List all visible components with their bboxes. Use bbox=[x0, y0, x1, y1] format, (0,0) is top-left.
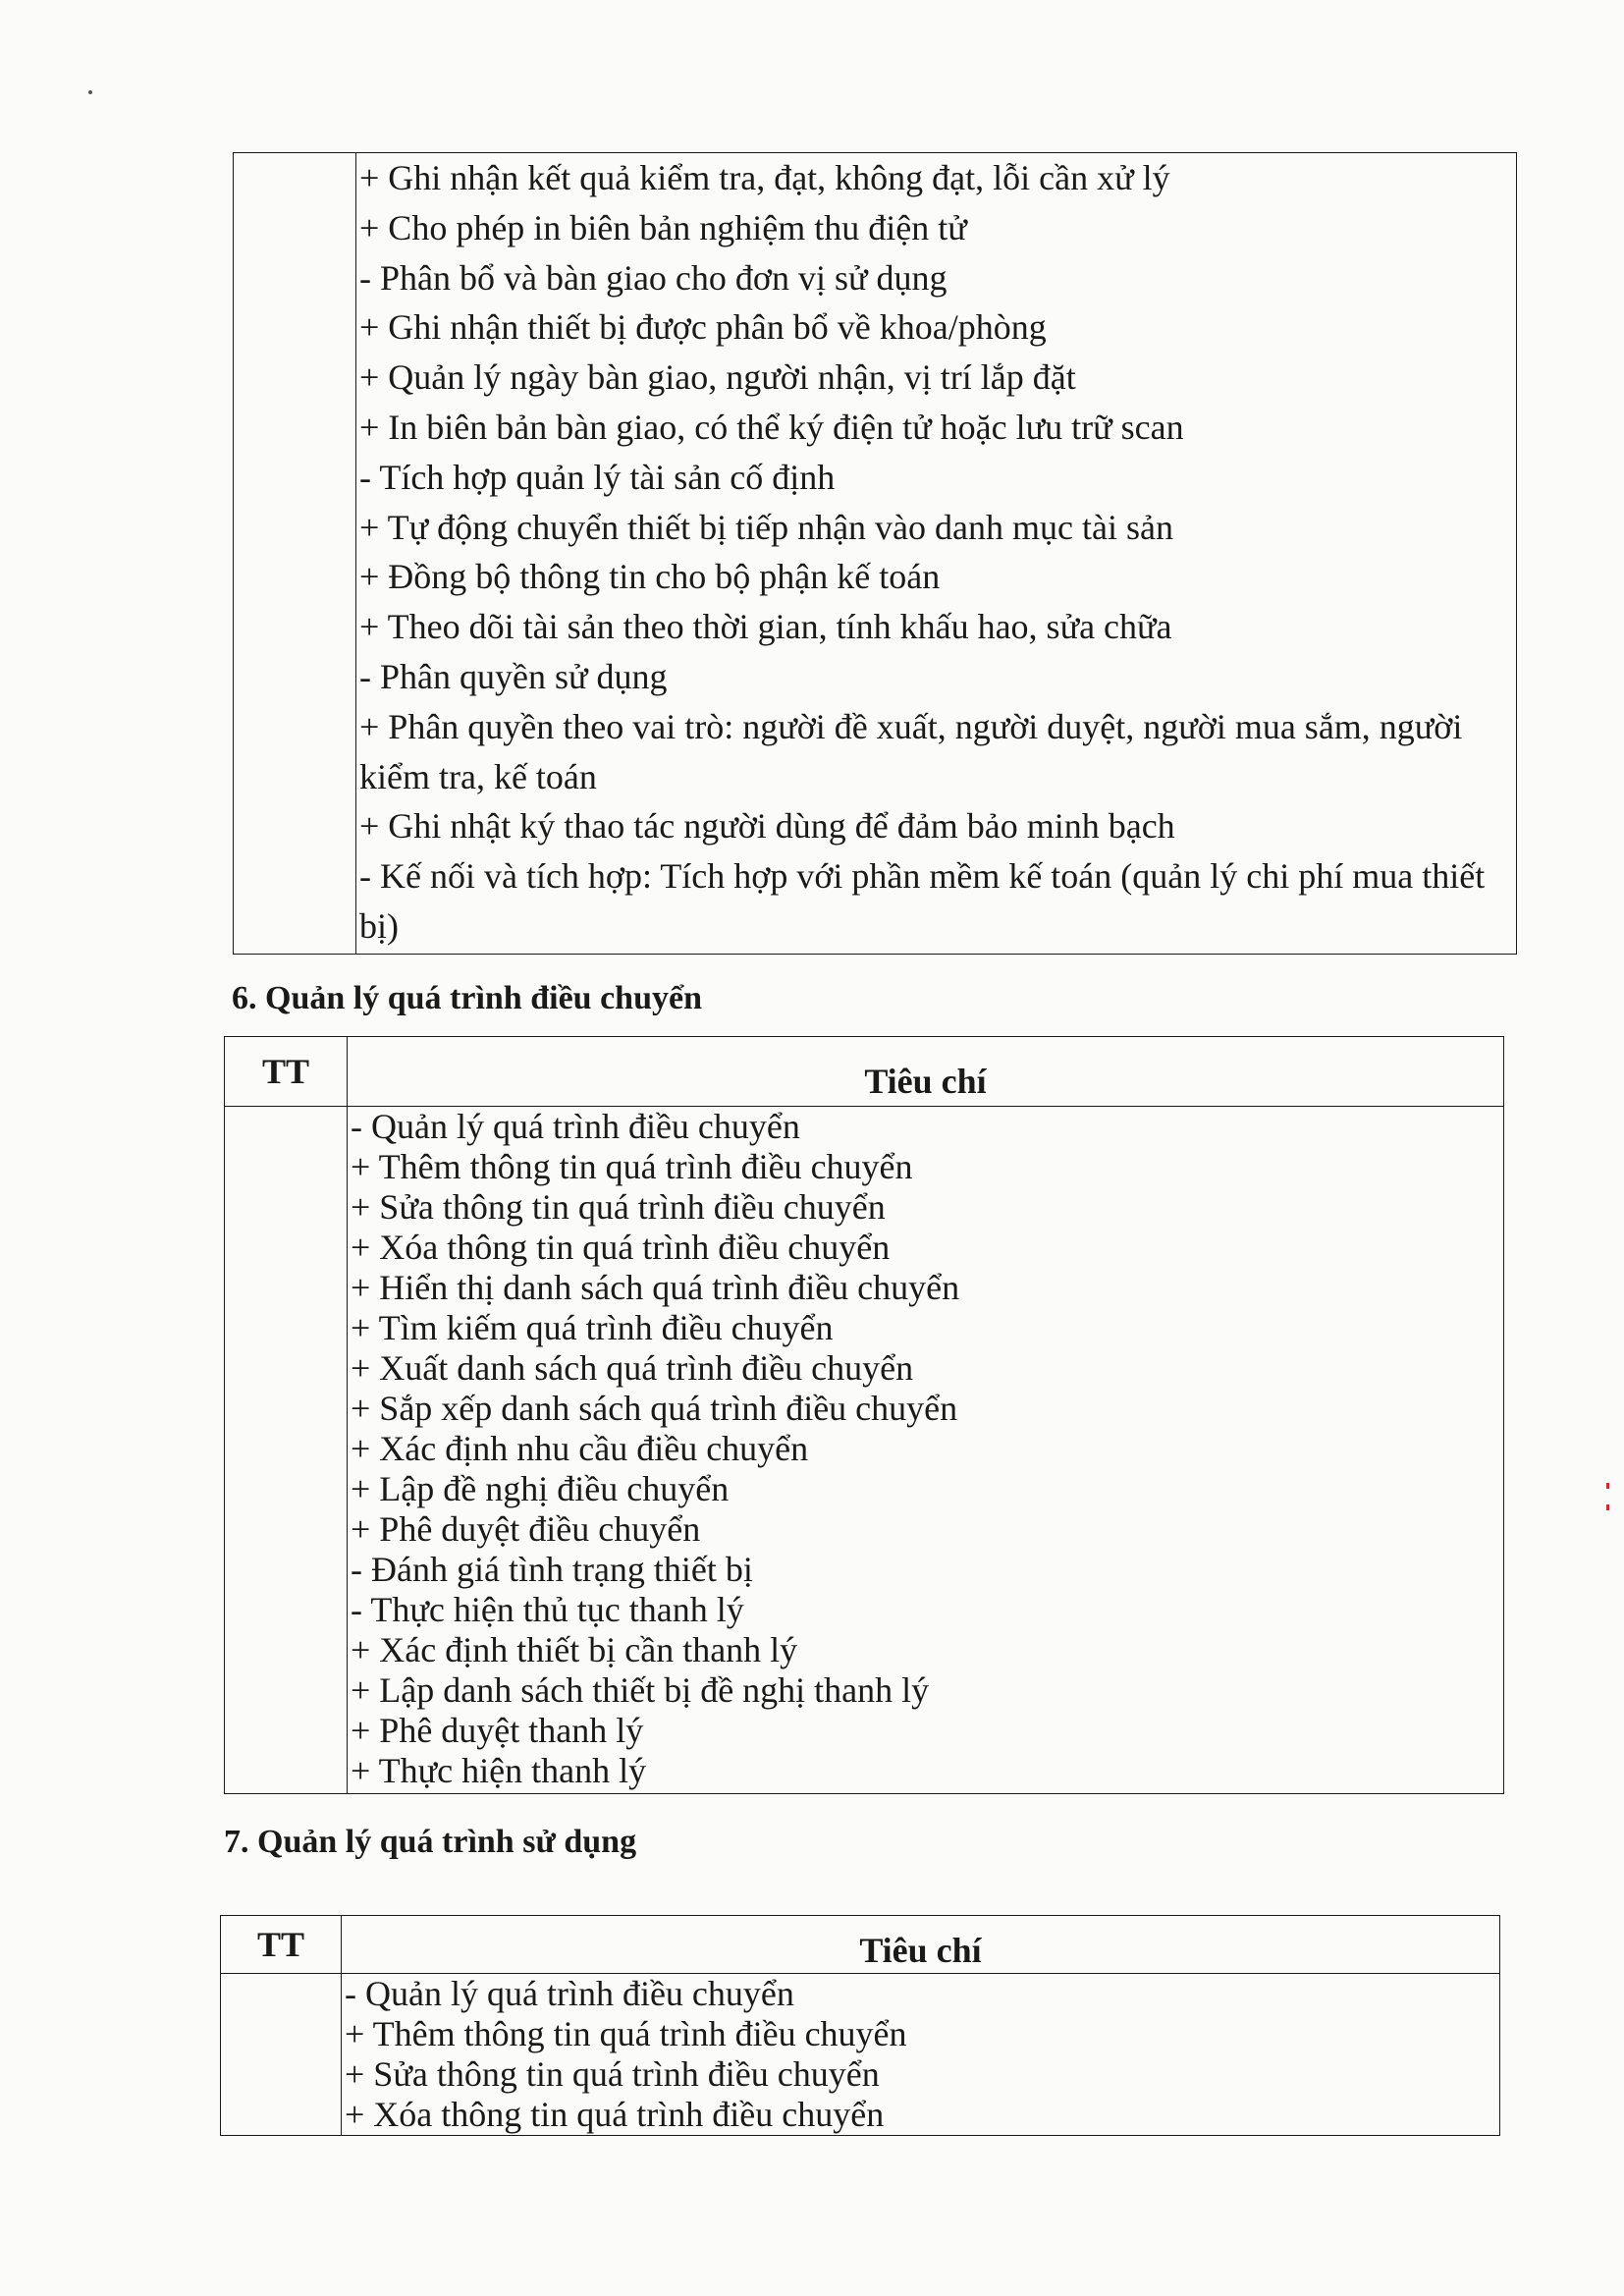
criteria-line: + Hiển thị danh sách quá trình điều chuyển bbox=[351, 1268, 960, 1307]
criteria-line: + Thêm thông tin quá trình điều chuyển bbox=[345, 2014, 907, 2053]
criteria-table bbox=[224, 1036, 1504, 1794]
criteria-line: + Quản lý ngày bàn giao, người nhận, vị trí lắp đặt bbox=[359, 357, 1076, 398]
criteria-line: - Quản lý quá trình điều chuyển bbox=[351, 1107, 800, 1146]
table-row bbox=[221, 1974, 1500, 2136]
criteria-line: + Xóa thông tin quá trình điều chuyển bbox=[351, 1228, 891, 1267]
section-heading: 7. Quản lý quá trình sử dụng bbox=[224, 1824, 637, 1860]
criteria-table bbox=[220, 1915, 1500, 2136]
scan-dot bbox=[88, 90, 92, 94]
tt-cell bbox=[234, 153, 356, 955]
criteria-line: + Đồng bộ thông tin cho bộ phận kế toán bbox=[359, 557, 941, 597]
table-row bbox=[225, 1107, 1504, 1794]
criteria-line: + Tìm kiếm quá trình điều chuyển bbox=[351, 1308, 834, 1347]
criteria-line: - Phân bổ và bàn giao cho đơn vị sử dụng bbox=[359, 257, 947, 298]
criteria-line: + Ghi nhật ký thao tác người dùng để đảm bảo minh bạch bbox=[359, 806, 1175, 847]
table-header-row bbox=[221, 1916, 1500, 1974]
column-header-criteria: Tiêu chí bbox=[342, 1916, 1500, 1974]
criteria-line: + Xuất danh sách quá trình điều chuyển bbox=[351, 1348, 914, 1388]
criteria-line: + Cho phép in biên bản nghiệm thu điện tử bbox=[359, 207, 967, 247]
column-header-tt: TT bbox=[225, 1037, 348, 1107]
criteria-line: + Sửa thông tin quá trình điều chuyển bbox=[345, 2054, 880, 2094]
criteria-line: + Ghi nhận kết quả kiểm tra, đạt, không đạt, lỗi cần xử lý bbox=[359, 158, 1170, 197]
criteria-line: + Sắp xếp danh sách quá trình điều chuyển bbox=[351, 1389, 958, 1428]
criteria-line: + Thực hiện thanh lý bbox=[351, 1751, 647, 1790]
criteria-line: + Lập danh sách thiết bị đề nghị thanh lý bbox=[351, 1670, 930, 1710]
criteria-line: - Thực hiện thủ tục thanh lý bbox=[351, 1590, 744, 1629]
criteria-line: + Sửa thông tin quá trình điều chuyển bbox=[351, 1187, 886, 1227]
criteria-line: + Tự động chuyển thiết bị tiếp nhận vào danh mục tài sản bbox=[359, 507, 1173, 547]
criteria-line: - Quản lý quá trình điều chuyển bbox=[345, 1974, 794, 2013]
column-header-tt: TT bbox=[221, 1916, 342, 1974]
criteria-line: + Phân quyền theo vai trò: người đề xuất, người duyệt, người mua sắm, người kiểm tra, kế toán bbox=[359, 706, 1463, 796]
criteria-line: - Kế nối và tích hợp: Tích hợp với phần mềm kế toán (quản lý chi phí mua thiết bị) bbox=[359, 856, 1486, 946]
criteria-table-continued bbox=[233, 152, 1517, 955]
criteria-cell bbox=[348, 1107, 1504, 1794]
tt-cell bbox=[221, 1974, 342, 2136]
tt-cell bbox=[225, 1107, 348, 1794]
column-header-criteria: Tiêu chí bbox=[348, 1037, 1504, 1107]
criteria-line: + Phê duyệt thanh lý bbox=[351, 1711, 644, 1750]
criteria-line: + Xóa thông tin quá trình điều chuyển bbox=[345, 2095, 885, 2134]
table-header-row bbox=[225, 1037, 1504, 1107]
criteria-line: - Phân quyền sử dụng bbox=[359, 656, 668, 696]
criteria-line: + Xác định nhu cầu điều chuyển bbox=[351, 1429, 809, 1468]
criteria-line: + In biên bản bàn giao, có thể ký điện tử hoặc lưu trữ scan bbox=[359, 407, 1184, 447]
scan-mark bbox=[1606, 1483, 1609, 1489]
criteria-line: + Phê duyệt điều chuyển bbox=[351, 1509, 701, 1549]
criteria-line: + Theo dõi tài sản theo thời gian, tính khấu hao, sửa chữa bbox=[359, 607, 1172, 647]
criteria-line: + Lập đề nghị điều chuyển bbox=[351, 1469, 730, 1508]
criteria-line: + Xác định thiết bị cần thanh lý bbox=[351, 1630, 798, 1669]
criteria-line: + Thêm thông tin quá trình điều chuyển bbox=[351, 1147, 913, 1186]
criteria-cell bbox=[356, 153, 1517, 955]
criteria-cell bbox=[342, 1974, 1500, 2136]
criteria-line: + Ghi nhận thiết bị được phân bổ về khoa/phòng bbox=[359, 307, 1047, 348]
criteria-line: - Đánh giá tình trạng thiết bị bbox=[351, 1550, 753, 1589]
criteria-line: - Tích hợp quản lý tài sản cố định bbox=[359, 457, 836, 497]
scan-mark bbox=[1606, 1504, 1609, 1510]
table-row bbox=[234, 153, 1517, 955]
section-heading: 6. Quản lý quá trình điều chuyển bbox=[232, 980, 702, 1016]
